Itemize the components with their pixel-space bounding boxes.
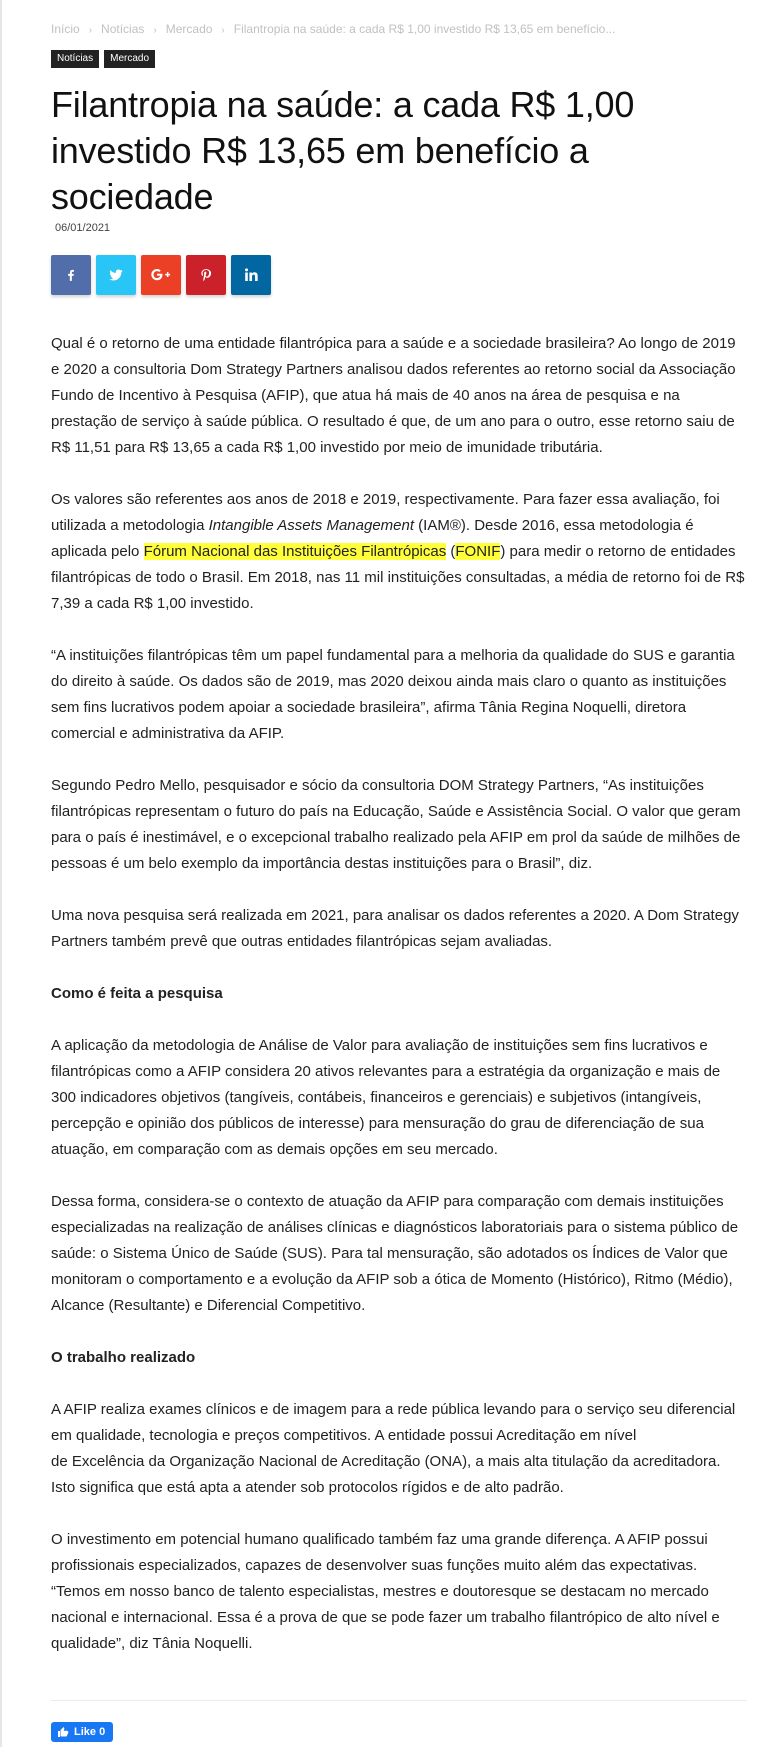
article-body (51, 331, 747, 1683)
paragraph: “A instituições filantrópicas têm um papel fundamental para a melhoria da qualidade do SUS e garantia do direito à saúde. Os dados são de 2019, mas 2020 deixou ainda mais claro o quanto as instituições sem fins lucrativos podem apoiar a sociedade brasileira”, afirma Tânia Regina Noquelli, diretora comercial e administrativa da AFIP. (51, 647, 735, 742)
tag-mercado[interactable]: Mercado (104, 50, 155, 68)
paragraph-text: Os valores são referentes aos anos de 2018 e 2019, respectivamente. Para fazer essa avaliação, foi utilizada a metodologia (51, 491, 720, 534)
fonif-abbr-link[interactable]: FONIF (455, 543, 501, 560)
paragraph: O investimento em potencial humano qualificado também faz uma grande diferença. A AFIP possui profissionais especializados, capazes de desenvolver suas funções muito além das expectativas. “Temos em nosso banco de talento especialistas, mestres e doutoresque se destacam no mercado nacional e internacional. Essa é a prova de que se pode fazer um trabalho filantrópico de alto nível e qualidade”, diz Tânia Noquelli. (51, 1531, 720, 1652)
paragraph: Qual é o retorno de uma entidade filantrópica para a saúde e a sociedade brasileira? Ao longo de 2019 e 2020 a consultoria Dom Strategy Partners analisou dados referentes ao retorno social da Associação Fundo de Incentivo à Pesquisa (AFIP), que atua há mais de 40 anos na área de pesquisa e na prestação de serviço à saúde pública. O resultado é que, de um ano para o outro, esse retorno saiu de R$ 11,51 para R$ 13,65 a cada R$ 1,00 investido por meio de imunidade tributária. (51, 335, 736, 456)
paragraph-text: ( (446, 543, 456, 560)
share-pinterest-button[interactable] (186, 255, 226, 295)
publish-date: 06/01/2021 (55, 222, 111, 234)
article-title: Filantropia na saúde: a cada R$ 1,00 investido R$ 13,65 em benefício a sociedade (51, 84, 635, 217)
breadcrumb-link-home[interactable]: Início (51, 22, 80, 36)
paragraph (51, 487, 747, 617)
divider (51, 1700, 747, 1701)
tag-noticias[interactable]: Notícias (51, 50, 99, 68)
paragraph-text: (IAM®). Desde 2016, essa metodologia é aplicada pelo (51, 517, 694, 560)
category-tags (51, 50, 155, 68)
paragraph: Segundo Pedro Mello, pesquisador e sócio da consultoria DOM Strategy Partners, “As instituições filantrópicas representam o futuro do país na Educação, Saúde e Assistência Social. O valor que geram para o país é inestimável, e o excepcional trabalho realizado pela AFIP em prol da saúde de milhões de pessoas é um belo exemplo da importância destas instituições para o Brasil”, diz. (51, 777, 741, 872)
paragraph: Uma nova pesquisa será realizada em 2021, para analisar os dados referentes a 2020. A Dom Strategy Partners também prevê que outras entidades filantrópicas sejam avaliadas. (51, 907, 739, 950)
share-twitter-button[interactable] (96, 255, 136, 295)
section-heading: Como é feita a pesquisa (51, 985, 223, 1002)
chevron-right-icon: › (153, 25, 157, 36)
facebook-like-button[interactable] (51, 1722, 113, 1742)
twitter-icon (108, 267, 124, 283)
share-googleplus-button[interactable] (141, 255, 181, 295)
breadcrumb-link-noticias[interactable]: Notícias (101, 22, 145, 36)
share-facebook-button[interactable] (51, 255, 91, 295)
page-left-border (0, 0, 2, 1747)
linkedin-icon (243, 267, 259, 283)
paragraph: Dessa forma, considera-se o contexto de atuação da AFIP para comparação com demais instituições especializadas na realização de análises clínicas e diagnósticos laboratoriais para o sistema público de saúde: o Sistema Único de Saúde (SUS). Para tal mensuração, são adotados os Índices de Valor que monitoram o comportamento e a evolução da AFIP sob a ótica de Momento (Histórico), Ritmo (Médio), Alcance (Resultante) e Diferencial Competitivo. (51, 1193, 739, 1314)
breadcrumb-current: Filantropia na saúde: a cada R$ 1,00 investido R$ 13,65 em benefício... (233, 22, 616, 36)
paragraph-text: de Excelência da Organização Nacional de Acreditação (ONA), a mais alta titulação da acreditadora. Isto significa que está apta a atender sob protocolos rígidos e de alto padrão. (51, 1453, 721, 1496)
paragraph: A aplicação da metodologia de Análise de Valor para avaliação de instituições sem fins lucrativos e filantrópicas como a AFIP considera 20 ativos relevantes para a estratégia da organização e mais de 300 indicadores objetivos (tangíveis, contábeis, financeiros e gerenciais) e subjetivos (intangíveis, percepção e opinião dos públicos de interesse) para mensuração do grau de diferenciação de sua atuação, em comparação com as demais opções em seu mercado. (51, 1037, 721, 1158)
paragraph-text: ) para medir o retorno de entidades filantrópicas de todo o Brasil. Em 2018, nas 11 mil instituições consultadas, a média de retorno foi de R$ 7,39 a cada R$ 1,00 investido. (51, 543, 745, 612)
thumbs-up-icon (57, 1726, 69, 1738)
facebook-icon (64, 268, 78, 282)
like-count-label: Like 0 (74, 1726, 106, 1738)
google-plus-icon (150, 267, 172, 283)
methodology-name: Intangible Assets Management (208, 517, 415, 534)
chevron-right-icon: › (221, 25, 225, 36)
paragraph (51, 1397, 747, 1501)
fonif-full-link[interactable]: Fórum Nacional das Instituições Filantrópicas (143, 543, 447, 560)
section-heading: O trabalho realizado (51, 1349, 196, 1366)
paragraph-text: A AFIP realiza exames clínicos e de imagem para a rede pública levando para o serviço seu diferencial em qualidade, tecnologia e preços competitivos. A entidade possui Acreditação em nível (51, 1401, 736, 1444)
pinterest-icon (199, 267, 213, 283)
share-buttons (51, 255, 271, 295)
share-linkedin-button[interactable] (231, 255, 271, 295)
breadcrumb-link-mercado[interactable]: Mercado (165, 22, 213, 36)
breadcrumb (51, 22, 615, 36)
chevron-right-icon: › (88, 25, 93, 36)
